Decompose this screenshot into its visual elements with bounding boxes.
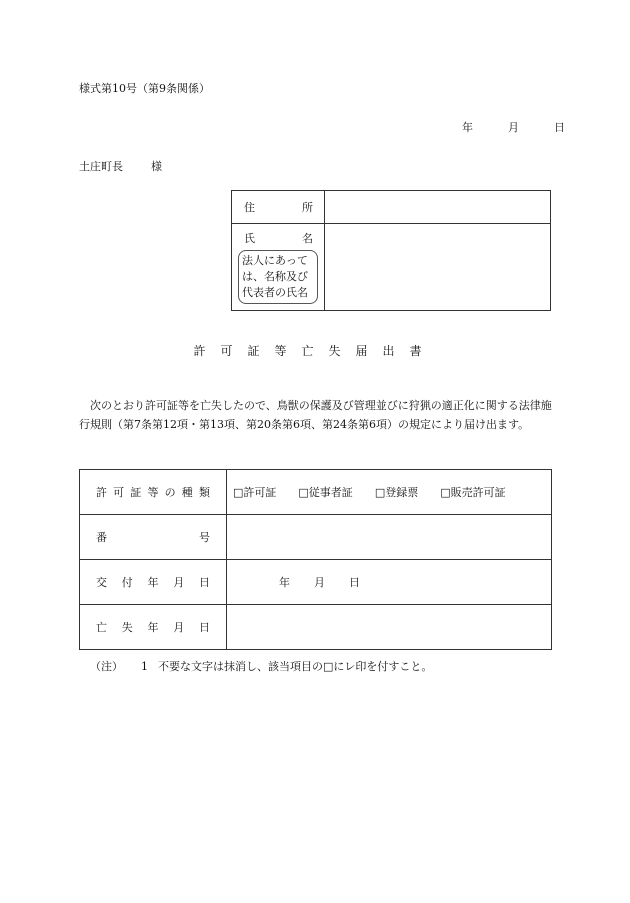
addressee-honorific: 様 bbox=[151, 160, 162, 173]
name-field[interactable] bbox=[325, 224, 551, 311]
loss-date-label: 亡 失 年 月 日 bbox=[80, 605, 227, 650]
license-type-options bbox=[227, 470, 552, 515]
form-number: 様式第10号（第9条関係） bbox=[79, 82, 210, 95]
name-label-cell: 氏 名 法人にあっては、名称及び代表者の氏名 bbox=[232, 224, 325, 311]
document-title: 許可証等亡失届出書 bbox=[193, 344, 437, 358]
address-label-cell: 住 所 bbox=[232, 191, 325, 224]
date-day-label: 日 bbox=[554, 121, 565, 134]
addressee-name: 土庄町長 bbox=[79, 160, 123, 173]
corporation-note: 法人にあっては、名称及び代表者の氏名 bbox=[238, 250, 318, 304]
loss-date-field[interactable] bbox=[227, 605, 552, 650]
addressee bbox=[79, 158, 162, 174]
option-worker-cert[interactable]: □従事者証 bbox=[298, 486, 353, 499]
submission-date bbox=[462, 119, 565, 135]
body-text: 次のとおり許可証等を亡失したので、鳥獣の保護及び管理並びに狩猟の適正化に関する法律施行規則（第7条第12項・第13項、第20条第6項、第24条第6項）の規定により届け出ます。 bbox=[79, 399, 552, 431]
option-permit[interactable]: □許可証 bbox=[233, 486, 277, 499]
issue-date-label: 交 付 年 月 日 bbox=[80, 560, 227, 605]
date-year-label: 年 bbox=[462, 121, 473, 134]
note-prefix: （注） bbox=[90, 660, 123, 673]
address-field[interactable] bbox=[325, 191, 551, 224]
number-label: 番 号 bbox=[80, 515, 227, 560]
number-field[interactable] bbox=[227, 515, 552, 560]
option-registration[interactable]: □登録票 bbox=[374, 486, 419, 499]
license-type-label: 許 可 証 等 の 種 類 bbox=[80, 470, 227, 515]
applicant-table bbox=[231, 190, 551, 311]
date-month-label: 月 bbox=[508, 121, 519, 134]
footnote bbox=[90, 658, 432, 674]
option-sales-permit[interactable]: □販売許可証 bbox=[440, 486, 506, 499]
note-number: 1 bbox=[141, 660, 148, 673]
loss-report-table bbox=[79, 469, 552, 650]
issue-date-field[interactable]: 年 月 日 bbox=[227, 560, 552, 605]
note-text: 不要な文字は抹消し、該当項目の□にレ印を付すこと。 bbox=[158, 660, 433, 673]
